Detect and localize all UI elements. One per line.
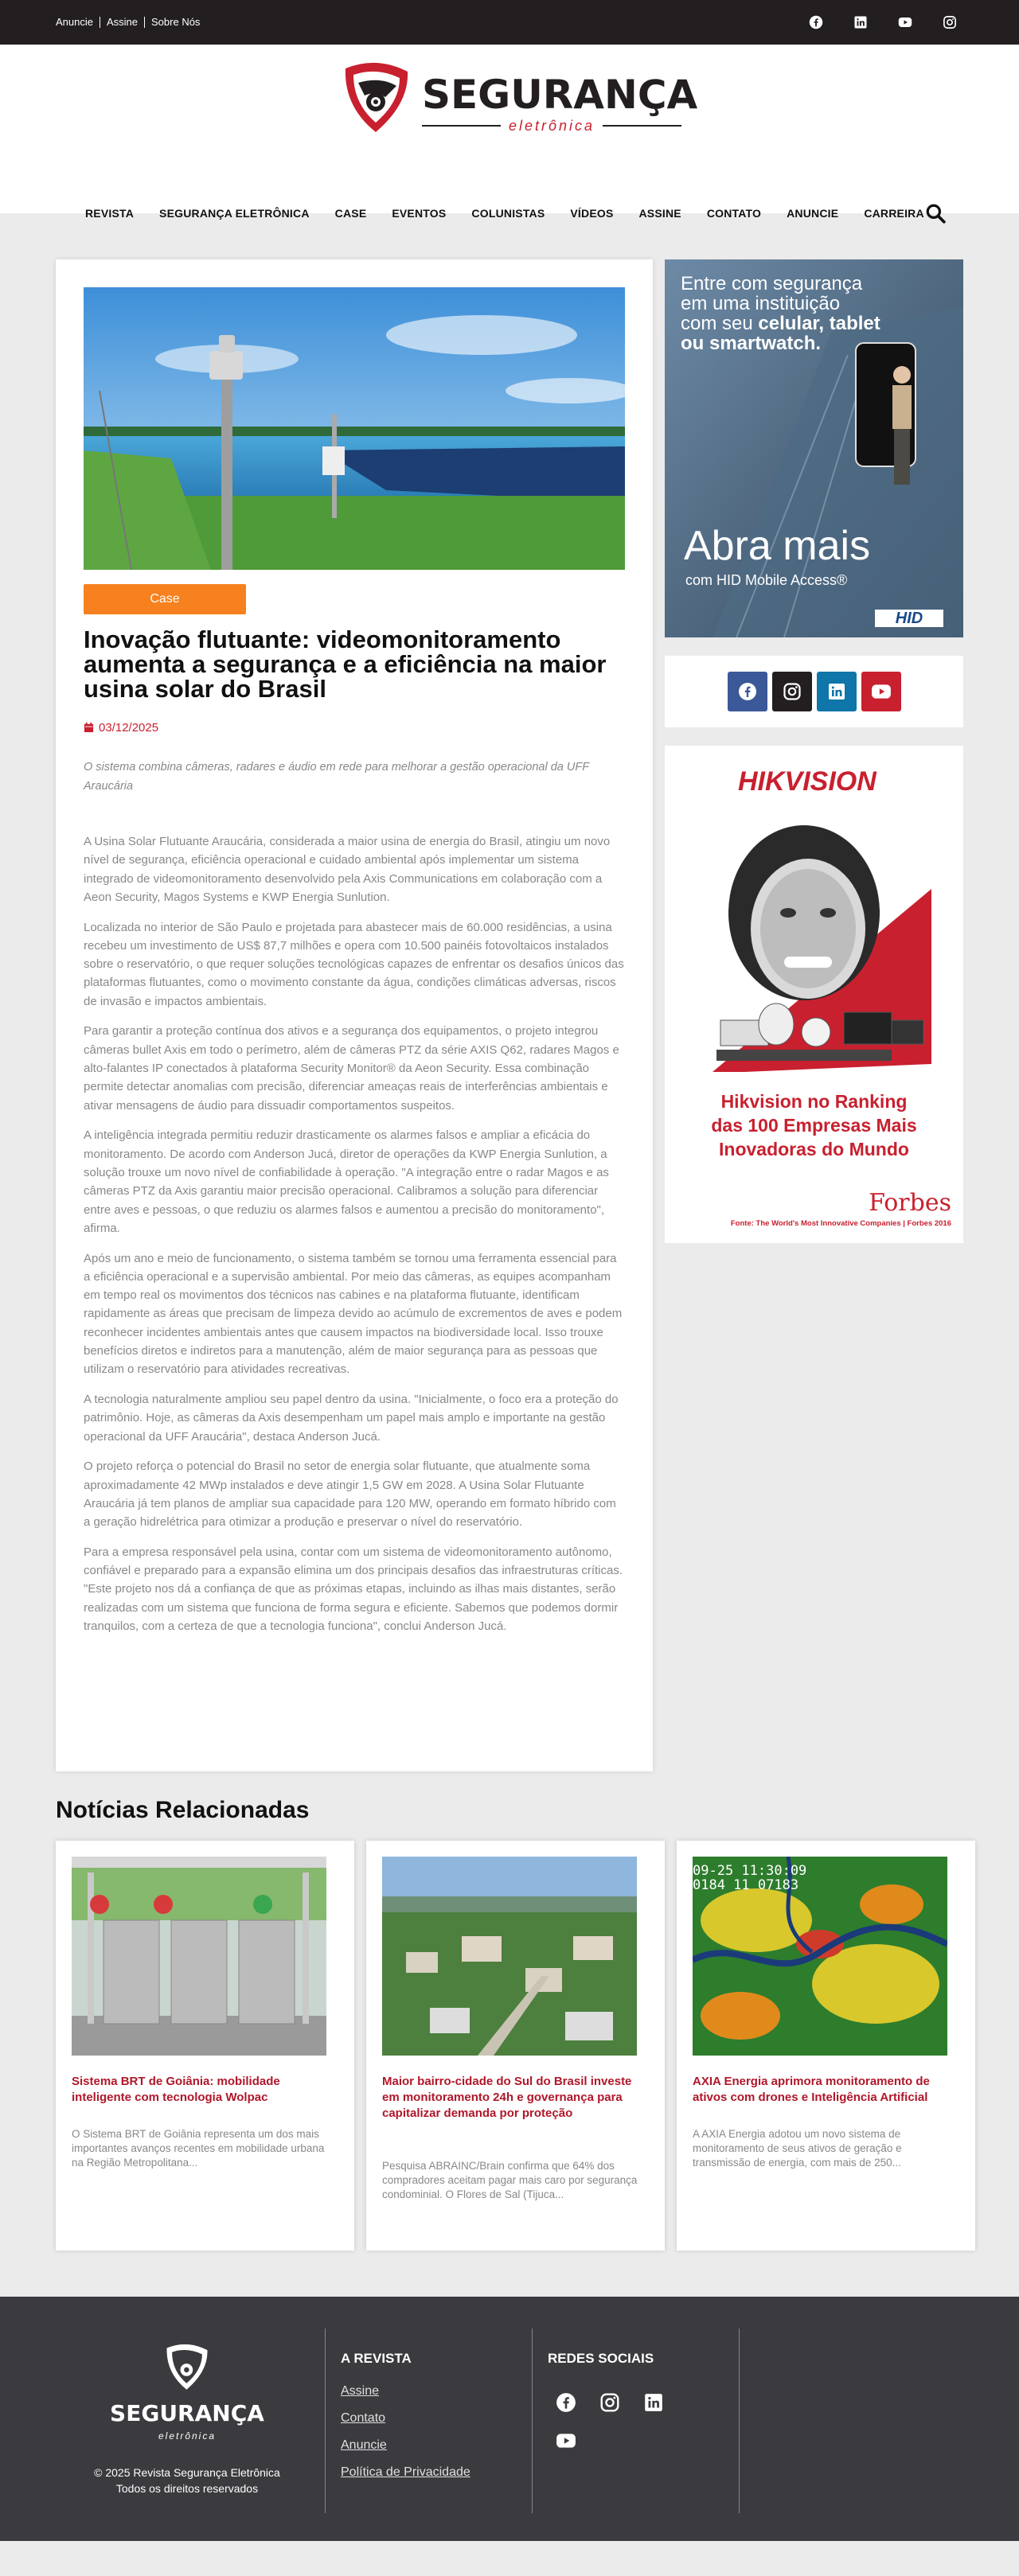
hero-illustration [84,287,625,570]
footer-logo-mark-icon [163,2343,211,2391]
copyright-line: © 2025 Revista Segurança Eletrônica [94,2466,280,2479]
youtube-icon[interactable] [898,15,912,29]
hikvision-ad-illustration [665,801,963,1088]
article-paragraph: A Usina Solar Flutuante Araucária, considerada a maior usina de energia do Brasil, atingiu um novo nível de segurança, eficiência operacional e cuidado ambiental após implementar um sistema integrado de videomonitoramento desenvolvido pela Axis Communications em colaboração com a Aeon Security, Magos Systems e KWP Energia Sunlution. [84,835,611,904]
hid-headline-bold: celular, tablet [758,313,880,334]
footer-link-anuncie[interactable]: Anuncie [341,2438,387,2452]
hikvision-text-line: das 100 Empresas Mais [711,1115,917,1136]
article-date-text: 03/12/2025 [99,721,159,735]
hid-ad-big-text: Abra mais [684,523,871,569]
article-paragraph: Para a empresa responsável pela usina, contar com um sistema de videomonitoramento autônomo, confiável e preparado para a expansão elimina um dos principais desafios das infraestruturas críticas. "Este projeto nos dá a confiança de que as próximas etapas, incluindo as ilhas mais distantes, serão realizadas com um sistema que funciona de forma segura e eficiente. Sabemos que podemos dormir tranquilos, com a certeza de que a tecnologia funciona", conclui Anderson Jucá. [84,1545,623,1634]
footer-divider [532,2329,533,2513]
article-paragraph: Após um ano e meio de funcionamento, o sistema também se tornou uma ferramenta essencial para a eficiência operacional e a supervisão ambiental. Por meio das câmeras, as equipes acompanham em tempo real os movimentos dos técnicos nas cabines e na plataforma flutuante, identificam rapidamente as áreas que precisam de limpeza devido ao acúmulo de excrementos de aves e podem reconhecer incidentes ambientais antes que causem impactos na biodiversidade local. Isso trouxe benefícios diretos e indiretos para a manutenção, além de maior segurança para as pessoas que utilizam o reservatório para atividades recreativas. [84,1251,623,1377]
sidebar-social [665,656,963,727]
linkedin-icon[interactable] [643,2392,664,2413]
article-title: Inovação flutuante: videomonitoramento aumenta a segurança e a eficiência na maior usina solar do Brasil [84,625,607,703]
nav-item-case[interactable]: CASE [334,207,367,220]
facebook-icon[interactable] [556,2392,576,2413]
related-card-excerpt: A AXIA Energia adotou um novo sistema de monitoramento de seus ativos de geração e transmissão de energia, com mais de 250... [693,2128,902,2169]
hid-headline-part: com seu [681,313,759,334]
brt-illustration [72,1857,326,2056]
footer-logo-text: SEGURANÇA [110,2400,264,2426]
top-link-assine[interactable]: Assine [100,17,144,28]
footer-logo-sub: eletrônica [158,2430,217,2442]
related-card-image [693,1857,947,2056]
logo-mark-icon [341,60,412,134]
article-card [56,259,653,1771]
hid-ad-headline [681,274,880,353]
linkedin-icon [827,682,846,701]
top-social [809,15,957,29]
related-heading: Notícias Relacionadas [56,1797,310,1823]
site-footer [0,2297,1019,2541]
hid-brand: HID [895,610,923,627]
category-tag[interactable]: Case [84,584,246,614]
hid-ad-small-text: com HID Mobile Access® [685,572,848,588]
hid-headline-line [681,314,880,333]
article-paragraph: Localizada no interior de São Paulo e projetada para abastecer mais de 60.000 residências, a usina recebeu um investimento de US$ 87,7 milhões e opera com 10.500 painéis fotovoltaicos instalados sobre o reservatório, o que requer soluções tecnológicas capazes de enfrentar os desafios únicos das plataformas flutuantes, como o movimento constante da água, condições climáticas adversas, riscos de invasão e impactos ambientais. [84,920,624,1008]
nav-item-colunistas[interactable]: COLUNISTAS [471,207,545,220]
top-link-sobre[interactable]: Sobre Nós [144,17,206,28]
hikvision-ad-text [665,1089,963,1161]
logo-text: SEGURANÇA [422,72,698,118]
article-hero-image [84,287,625,570]
article-date [84,721,158,735]
hikvision-source: Fonte: The World's Most Innovative Companies | Forbes 2016 [730,1219,951,1228]
hikvision-text-line: Inovadoras do Mundo [719,1139,909,1159]
hid-headline-line: ou smartwatch. [681,333,822,354]
article-paragraph: A inteligência integrada permitiu reduzir drasticamente os alarmes falsos e ampliar a eficácia do monitoramento. De acordo com Anderson Jucá, diretor de operações da KWP Energia Sunlution, a solução trouxe um novo nível de confiabilidade à operação. "A integração entre o radar Magos e as câmeras PTZ da Axis garantiu maior precisão operacional. Calibramos a solução para diferenciar entre aves e pessoas, o que reduziu os alarmes falsos e aumentou a precisão do monitoramento", afirma. [84,1128,609,1235]
instagram-icon[interactable] [943,15,957,29]
logo-line-right [603,125,681,127]
hid-headline-line: Entre com segurança [681,273,863,294]
logo-sub-wrap [422,118,681,134]
sidebar-linkedin-button[interactable] [817,672,857,711]
related-card-title[interactable]: Maior bairro-cidade do Sul do Brasil investe em monitoramento 24h e governança para capitalizar demanda por proteção [382,2075,632,2120]
footer-copyright [80,2465,295,2496]
nav-item-carreira[interactable]: CARREIRA [864,207,924,220]
related-card-image [72,1857,326,2056]
nav-item-contato[interactable]: CONTATO [706,207,762,220]
instagram-icon [783,682,802,701]
sidebar-youtube-button[interactable] [861,672,901,711]
footer-link-assine[interactable]: Assine [341,2384,380,2398]
related-card-excerpt: O Sistema BRT de Goiânia representa um dos mais importantes avanços recentes em mobilidade urbana na Região Metropolitana... [72,2128,325,2169]
logo-subtitle: eletrônica [508,117,595,134]
sidebar-instagram-button[interactable] [772,672,812,711]
youtube-icon[interactable] [556,2430,576,2451]
facebook-icon [738,682,757,701]
hikvision-brand: HIKVISION [738,766,876,797]
footer-logo[interactable] [103,2343,271,2446]
forbes-logo: Forbes [869,1189,951,1217]
linkedin-icon[interactable] [853,15,868,29]
calendar-icon [84,723,94,733]
hid-ad-banner[interactable] [665,259,963,637]
top-link-anuncie[interactable]: Anuncie [56,16,93,28]
top-links [56,17,206,28]
related-card[interactable] [677,1841,975,2251]
related-card-title[interactable]: Sistema BRT de Goiânia: mobilidade inteligente com tecnologia Wolpac [72,2075,280,2104]
article-body [84,832,625,1647]
article-paragraph: O projeto reforça o potencial do Brasil no setor de energia solar flutuante, que atualmente soma aproximadamente 42 MWp instalados e deve atingir 1,5 GW em 2028. A Usina Solar Flutuante Araucária já tem planos de ampliar sua capacidade para 120 MW, operando em formato híbrido com a geração hidrelétrica para otimizar a produção e preservar o nível do reservatório. [84,1459,616,1530]
logo-line-left [422,125,501,127]
facebook-icon[interactable] [809,15,823,29]
footer-col-title: A REVISTA [341,2351,412,2366]
related-card-excerpt: Pesquisa ABRAINC/Brain confirma que 64% dos compradores aceitam pagar mais caro por segurança condominial. O Flores de Sal (Tijuca... [382,2160,638,2200]
neighborhood-illustration [382,1857,637,2056]
footer-link-contato[interactable]: Contato [341,2411,386,2425]
article-paragraph: A tecnologia naturalmente ampliou seu papel dentro da usina. "Inicialmente, o foco era a proteção do patrimônio. Hoje, as câmeras da Axis desempenham um papel mais amplo e importante na gestão operacional da UFF Araucária", destaca Anderson Jucá. [84,1392,619,1444]
related-card-image [382,1857,637,2056]
footer-col-title: REDES SOCIAIS [548,2351,654,2366]
drone-overlay-line: 09-25 11:30:09 [693,1863,807,1879]
youtube-icon [871,681,892,702]
drone-overlay-line: 0184 11 07183 [693,1877,799,1893]
footer-divider [739,2329,740,2513]
main-content [0,213,1019,2297]
footer-link-privacidade[interactable]: Política de Privacidade [341,2465,470,2479]
site-logo[interactable] [341,60,698,140]
article-paragraph: Para garantir a proteção contínua dos ativos e a segurança dos equipamentos, o projeto integrou câmeras bullet Axis em todo o perímetro, além de câmeras PTZ da série AXIS Q62, radares Magos e alto-falantes IP conectados à plataforma Security Monitor® da Aeon Security. Essa combinação permite detectar anomalias com precisão, diferenciar ameaças reais de interferências ambientais e ativar mensagens de áudio para dissuadir comportamentos suspeitos. [84,1024,619,1113]
nav-item-videos[interactable]: VÍDEOS [570,207,614,220]
top-bar [0,0,1019,45]
sidebar-facebook-button[interactable] [728,672,767,711]
site-header [0,45,1019,220]
nav-item-seguranca-eletronica[interactable]: SEGURANÇA ELETRÔNICA [159,207,310,220]
footer-divider [325,2329,326,2513]
nav-item-assine[interactable]: ASSINE [638,207,681,220]
hikvision-text-line: Hikvision no Ranking [720,1091,908,1112]
nav-item-revista[interactable]: REVISTA [85,207,135,220]
hid-headline-line: em uma instituição [681,293,841,314]
related-card[interactable] [56,1841,354,2251]
article-subtitle: O sistema combina câmeras, radares e áudio em rede para melhorar a gestão operacional da UFF Araucária [84,761,589,793]
nav-item-anuncie[interactable]: ANUNCIE [787,207,839,220]
related-card-title[interactable]: AXIA Energia aprimora monitoramento de ativos com drones e Inteligência Artificial [693,2075,930,2104]
related-card[interactable] [366,1841,665,2251]
nav-item-eventos[interactable]: EVENTOS [392,207,447,220]
copyright-line: Todos os direitos reservados [115,2482,259,2495]
instagram-icon[interactable] [599,2392,620,2413]
hikvision-ad-banner[interactable] [665,746,963,1243]
